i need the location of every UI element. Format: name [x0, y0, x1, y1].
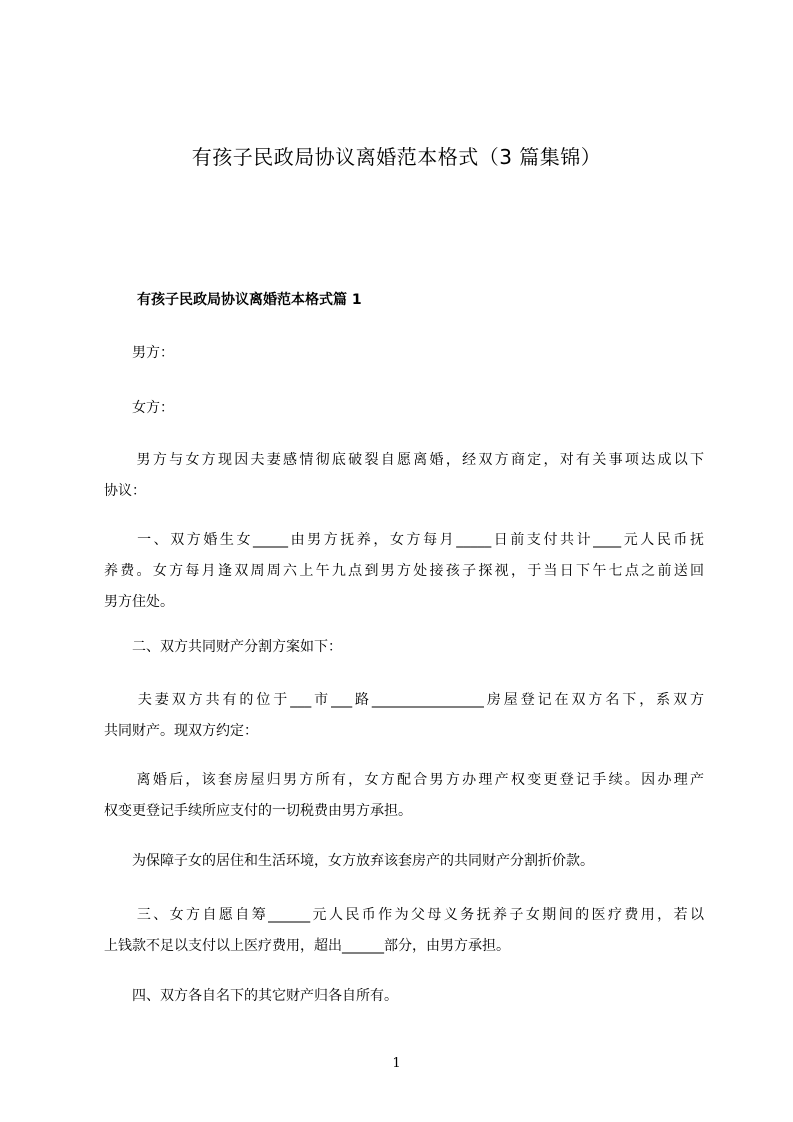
paragraph-line: 男方住处。 — [104, 594, 174, 610]
paragraph-line: 离婚后，该套房屋归男方所有，女方配合男方办理产权变更登记手续。因办理产 — [104, 772, 704, 788]
document-title: 有孩子民政局协议离婚范本格式（3 篇集锦） — [191, 145, 602, 169]
paragraph-clause-2-heading — [104, 632, 704, 663]
paragraph-line: 协议： — [104, 483, 146, 499]
paragraph-line: 三、女方自愿自筹______元人民币作为父母义务抚养子女期间的医疗费用，若以 — [104, 907, 704, 923]
section-heading: 有孩子民政局协议离婚范本格式篇 1 — [137, 292, 362, 308]
paragraph-line: 上钱款不足以支付以上医疗费用，超出______部分，由男方承担。 — [104, 938, 510, 954]
paragraph-line: 男方： — [104, 345, 174, 361]
paragraph-line: 养费。女方每月逢双周周六上午九点到男方处接孩子探视，于当日下午七点之前送回 — [104, 563, 704, 579]
paragraph-line: 女方： — [104, 400, 174, 416]
paragraph-line: 共同财产。现双方约定： — [104, 723, 258, 739]
paragraph-line: 为保障子女的居住和生活环境，女方放弃该套房产的共同财产分割折价款。 — [104, 853, 594, 869]
paragraph-line: 二、双方共同财产分割方案如下： — [104, 639, 342, 655]
paragraph-line: 权变更登记手续所应支付的一切税费由男方承担。 — [104, 803, 412, 819]
paragraph-property-ownership — [104, 765, 704, 827]
paragraph-female-party — [104, 393, 704, 424]
paragraph-line: 夫妻双方共有的位于___市___路________________房屋登记在双方名下，系双方 — [104, 692, 704, 708]
paragraph-line: 一、双方婚生女_____由男方抚养，女方每月_____日前支付共计____元人民币抚 — [104, 532, 704, 548]
paragraph-property-location — [104, 685, 704, 747]
paragraph-line: 男方与女方现因夫妻感情彻底破裂自愿离婚，经双方商定，对有关事项达成以下 — [104, 452, 704, 468]
paragraph-agreement-intro — [104, 445, 704, 507]
paragraph-waiver — [104, 846, 704, 877]
paragraph-clause-4-other-property — [104, 981, 704, 1012]
paragraph-clause-1-custody — [104, 525, 704, 618]
page-number: 1 — [392, 1056, 401, 1071]
paragraph-line: 四、双方各自名下的其它财产归各自所有。 — [104, 988, 398, 1004]
paragraph-clause-3-medical — [104, 900, 704, 962]
paragraph-male-party — [104, 338, 704, 369]
